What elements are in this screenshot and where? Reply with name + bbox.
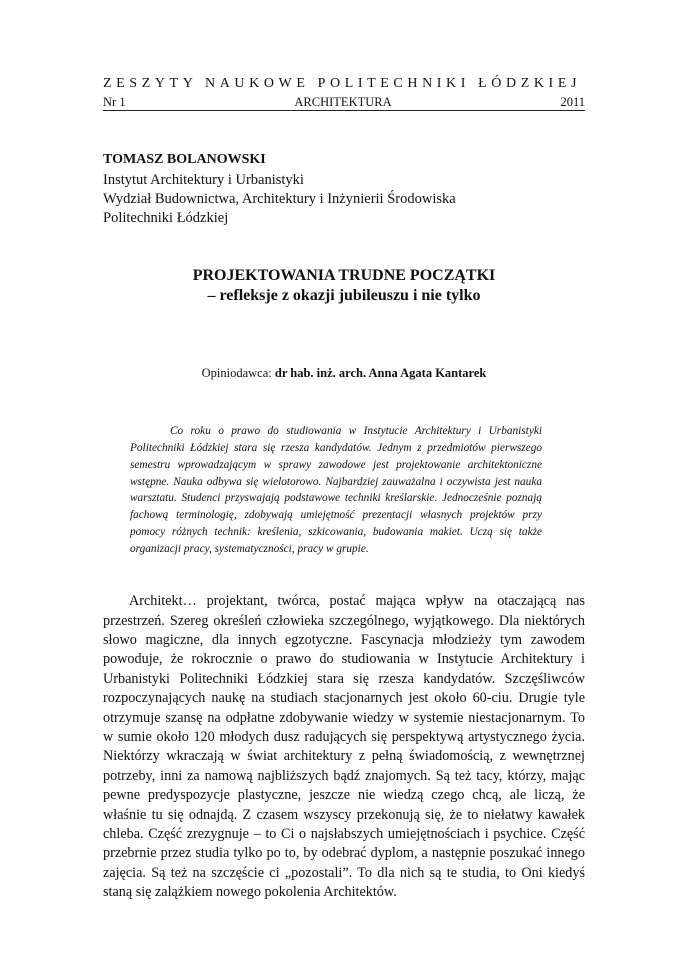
issue-year: 2011	[560, 95, 585, 109]
author-name: TOMASZ BOLANOWSKI	[103, 152, 266, 167]
issue-number: Nr 1	[103, 95, 126, 109]
paper-title-line: PROJEKTOWANIA TRUDNE POCZĄTKI	[192, 267, 496, 284]
paper-title	[103, 266, 585, 306]
header-rule	[103, 110, 585, 111]
paper-subtitle-line: – refleksje z okazji jubileuszu i nie tylko	[207, 287, 481, 304]
author-block	[103, 150, 585, 228]
affiliation-line: Politechniki Łódzkiej	[103, 210, 229, 226]
reviewer-name: dr hab. inż. arch. Anna Agata Kantarek	[274, 366, 487, 380]
journal-title: ZESZYTY NAUKOWE POLITECHNIKI ŁÓDZKIEJ	[103, 76, 582, 91]
affiliation-line: Wydział Budownictwa, Architektury i Inżynierii Środowiska	[103, 191, 456, 207]
body-paragraph: Architekt… projektant, twórca, postać mająca wpływ na otaczającą nas przestrzeń. Szereg określeń człowieka szczególnego, wyjątkowego. Dla niektórych słowo magiczne, dla innych egzotyczne. Fascynacja młodzieży tym zawodem powoduje, że rokrocznie o prawo do studiowania w Instytucie Architektury i Urbanistyki Politechniki Łódzkiej stara się rzesza kandydatów. Szczęśliwców rozpoczynających naukę na studiach stacjonarnych jest około 60-ciu. Drugie tyle otrzymuje szansę na odpłatne zdobywanie wiedzy w systemie niestacjonarnym. To w sumie około 120 młodych dusz radujących się perspektywą artystycznego życia. Niektórzy wkraczają w świat architektury z pełną świadomością, z wewnętrznej potrzeby, inni za namową najbliższych bądź znajomych. Są też tacy, którzy, mając pewne predyspozycje plastyczne, jeszcze nie wiedzą czego chcą, ale liczą, że właśnie tu się odnajdą. Z czasem wszyscy przekonują się, że to niełatwy kawałek chleba. Część zrezygnuje – to Ci o najsłabszych umiejętnościach i psychice. Część przebrnie przez studia tylko po to, by odebrać dyplom, a następnie poszukać innego zajęcia. Są też na szczęście ci „pozostali”. To dla nich są te studia, to Oni kiedyś staną się zalążkiem nowego pokolenia Architektów.	[103, 593, 585, 901]
affiliation-line: Instytut Architektury i Urbanistyki	[103, 172, 304, 188]
abstract: Co roku o prawo do studiowania w Instytucie Architektury i Urbanistyki Politechniki Łódzkiej stara się rzesza kandydatów. Jednym z przedmiotów pierwszego semestru wprowadzającym w sprawy zawodowe jest projektowanie architektoniczne wstępne. Nauka odbywa się wielotorowo. Najbardziej zauważalna i oczywista jest nauka warsztatu. Studenci przyswajają podstawowe techniki kreślarskie. Jednocześnie poznają fachową terminologię, zdobywają umiejętność prezentacji własnych projektów przy pomocy różnych technik: kreślenia, szkicowania, budowania makiet. Uczą się także organizacji pracy, systematyczności, pracy w grupie.	[130, 425, 542, 555]
reviewer-label: Opiniodawca:	[201, 366, 272, 380]
section-name: ARCHITEKTURA	[294, 95, 392, 109]
running-header	[103, 95, 585, 110]
reviewer-line	[103, 365, 585, 381]
